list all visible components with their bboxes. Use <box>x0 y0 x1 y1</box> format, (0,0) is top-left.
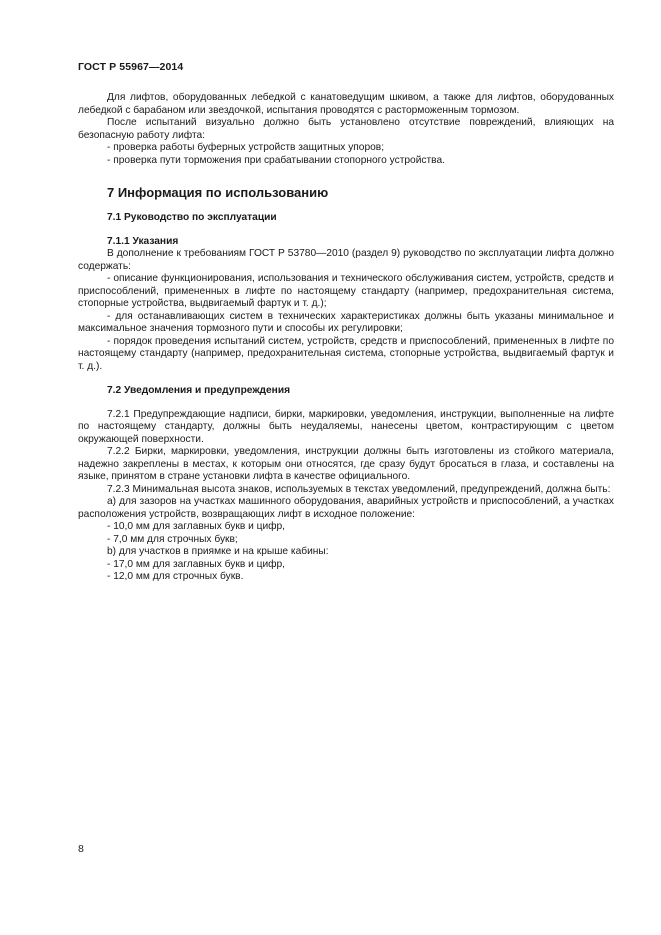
document-body <box>78 92 614 584</box>
list-item: - проверка пути торможения при срабатывании стопорного устройства. <box>107 154 445 166</box>
paragraph: После испытаний визуально должно быть установлено отсутствие повреждений, влияющих на безопасную работу лифта: <box>78 117 614 141</box>
paragraph: 7.2.1 Предупреждающие надписи, бирки, маркировки, уведомления, инструкции, выполненные на лифте по настоящему стандарту, должны быть неудаляемы, нанесены цветом, контрастирующим с цветом окружающей поверхности. <box>78 408 614 445</box>
paragraph: Для лифтов, оборудованных лебедкой с канатоведущим шкивом, а также для лифтов, оборудованных лебедкой с барабаном или звездочкой, испытания проводятся с расторможенным тормозом. <box>78 92 614 116</box>
list-item: - порядок проведения испытаний систем, устройств, средств и приспособлений, примененных в лифте по настоящему стандарту (например, предохранительная система, стопорные устройства, выдвигаемый фартук и т. д.). <box>78 335 614 372</box>
section-heading: 7 Информация по использованию <box>107 185 329 200</box>
list-item: b) для участков в приямке и на крыше кабины: <box>107 546 329 557</box>
paragraph: В дополнение к требованиям ГОСТ Р 53780—2010 (раздел 9) руководство по эксплуатации лифта должно содержать: <box>78 248 614 272</box>
list-item: - 12,0 мм для строчных букв. <box>107 571 244 582</box>
paragraph: 7.2.2 Бирки, маркировки, уведомления, инструкции должны быть изготовлены из стойкого материала, надежно закреплены в местах, к которым они относятся, где сразу будут бросаться в глаза, и составлены на языке, принятом в стране установки лифта в качестве официального. <box>78 446 614 482</box>
paragraph: 7.2.3 Минимальная высота знаков, используемых в текстах уведомлений, предупреждений, должна быть: <box>107 483 611 495</box>
list-item: - проверка работы буферных устройств защитных упоров; <box>107 142 385 153</box>
subsection-heading: 7.1 Руководство по эксплуатации <box>107 212 277 223</box>
document-header: ГОСТ Р 55967—2014 <box>78 61 184 73</box>
clause-heading: 7.1.1 Указания <box>107 235 179 247</box>
subsection-heading: 7.2 Уведомления и предупреждения <box>107 385 291 396</box>
list-item: - 10,0 мм для заглавных букв и цифр, <box>107 521 286 532</box>
list-item: - 7,0 мм для строчных букв; <box>107 533 238 545</box>
list-item: - 17,0 мм для заглавных букв и цифр, <box>107 558 286 570</box>
list-item: a) для зазоров на участках машинного оборудования, аварийных устройств и приспособлений, а участках расположения устройств, возвращающих лифт в исходное положение: <box>78 496 614 520</box>
list-item: - для останавливающих систем в технических характеристиках должны быть указаны минимальное и максимальное значения тормозного пути и способы их регулировки; <box>78 310 614 334</box>
page-number: 8 <box>78 843 84 855</box>
list-item: - описание функционирования, использования и технического обслуживания систем, устройств, средств и приспособлений, примененных в лифте по настоящему стандарту (например, предохранительная система, стопорные устройства, выдвигаемый фартук и т. д.); <box>78 273 614 309</box>
